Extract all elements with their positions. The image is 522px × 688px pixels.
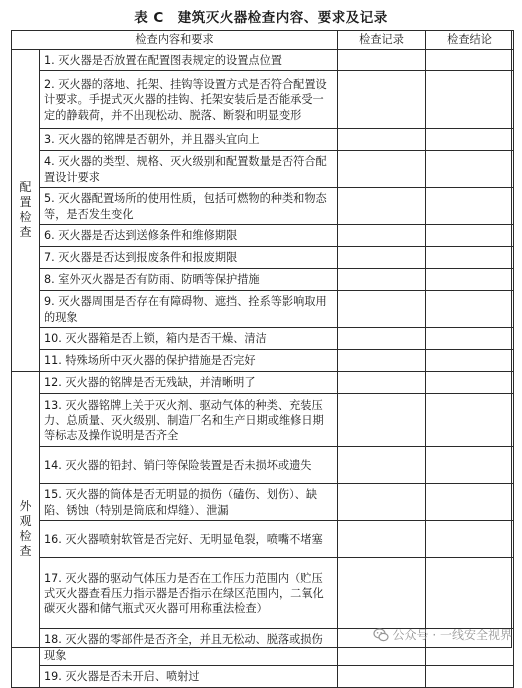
conclusion-cell[interactable] [426,151,514,188]
check-item: 12. 灭火器的铭牌是否无残缺，并清晰明了 [40,372,338,394]
check-item: 7. 灭火器是否达到报废条件和报废期限 [40,247,338,269]
record-cell[interactable] [338,247,426,269]
check-item: 5. 灭火器配置场所的使用性质，包括可燃物的种类和物态等，是否发生变化 [40,188,338,225]
record-cell[interactable] [338,558,426,629]
record-cell[interactable] [338,291,426,328]
table-row [12,558,514,629]
table-title: 表 C 建筑灭火器检查内容、要求及记录 [134,10,388,26]
conclusion-cell[interactable] [426,71,514,129]
table-row [12,394,514,447]
record-cell[interactable] [338,188,426,225]
check-item: 14. 灭火器的铅封、销闩等保险装置是否未损坏或遗失 [40,447,338,484]
table-row [12,447,514,484]
check-item: 2. 灭火器的落地、托架、挂钩等设置方式是否符合配置设计要求。手提式灭火器的挂钩、托架安装后是否能承受一定的静载荷，并不出现松动、脱落、断裂和明显变形 [40,71,338,129]
conclusion-cell[interactable] [426,558,514,629]
check-item: 4. 灭火器的类型、规格、灭火级别和配置数量是否符合配置设计要求 [40,151,338,188]
section-label [12,50,40,372]
record-cell[interactable] [338,394,426,447]
check-item: 19. 灭火器是否未开启、喷射过 [40,666,338,688]
table-row [12,521,514,558]
check-item: 1. 灭火器是否放置在配置图表规定的设置点位置 [40,50,338,71]
check-item: 16. 灭火器喷射软管是否完好、无明显龟裂，喷嘴不堵塞 [40,521,338,558]
check-item: 3. 灭火器的铭牌是否朝外，并且器头宜向上 [40,129,338,151]
section-label-text: 配置检查 [19,180,32,240]
check-item: 9. 灭火器周围是否存在有障碍物、遮挡、拴系等影响取用的现象 [40,291,338,328]
conclusion-cell[interactable] [426,372,514,394]
header-conclusion: 检查结论 [426,31,514,50]
watermark-text: 公众号 · 一线安全视界 [392,628,512,642]
record-cell[interactable] [338,521,426,558]
record-cell[interactable] [338,447,426,484]
record-cell[interactable] [338,151,426,188]
record-cell[interactable] [338,269,426,291]
conclusion-cell[interactable] [426,50,514,71]
check-item: 13. 灭火器铭牌上关于灭火剂、驱动气体的种类、充装压力、总质量、灭火级别、制造厂名和生产日期或维修日期等标志及操作说明是否齐全 [40,394,338,447]
record-cell[interactable] [338,50,426,71]
check-item: 17. 灭火器的驱动气体压力是否在工作压力范围内（贮压式灭火器查看压力指示器是否指示在绿区范围内，二氧化碳灭火器和储气瓶式灭火器可用称重法检查） [40,558,338,629]
conclusion-cell[interactable] [426,269,514,291]
table-row [12,269,514,291]
table-row [12,50,514,71]
record-cell[interactable] [338,484,426,521]
check-item: 18. 灭火器的零部件是否齐全，并且无松动、脱落或损伤现象 [40,629,338,666]
table-row [12,484,514,521]
record-cell[interactable] [338,372,426,394]
table-row [12,350,514,372]
table-row [12,247,514,269]
conclusion-cell[interactable] [426,129,514,151]
conclusion-cell[interactable] [426,247,514,269]
conclusion-cell[interactable] [426,291,514,328]
section-label-text: 外观检查 [19,499,32,559]
conclusion-cell[interactable] [426,328,514,350]
record-cell[interactable] [338,328,426,350]
conclusion-cell[interactable] [426,188,514,225]
conclusion-cell[interactable] [426,394,514,447]
table-row [12,291,514,328]
conclusion-cell[interactable] [426,225,514,247]
check-item: 11. 特殊场所中灭火器的保护措施是否完好 [40,350,338,372]
check-item: 15. 灭火器的筒体是否无明显的损伤（磕伤、划伤）、缺陷、锈蚀（特别是筒底和焊缝）、泄漏 [40,484,338,521]
conclusion-cell[interactable] [426,484,514,521]
record-cell[interactable] [338,350,426,372]
check-item: 10. 灭火器箱是否上锁，箱内是否干燥、清洁 [40,328,338,350]
section-label [12,372,40,688]
record-cell[interactable] [338,666,426,688]
header-content: 检查内容和要求 [12,31,338,50]
table-row [12,225,514,247]
table-row [12,666,514,688]
conclusion-cell[interactable] [426,666,514,688]
check-item: 8. 室外灭火器是否有防雨、防晒等保护措施 [40,269,338,291]
table-row [12,188,514,225]
table-row [12,71,514,129]
watermark [373,626,512,643]
inspection-table [11,30,514,688]
conclusion-cell[interactable] [426,447,514,484]
record-cell[interactable] [338,225,426,247]
header-row [12,31,514,50]
table-row [12,151,514,188]
table-row [12,372,514,394]
table-row [12,328,514,350]
conclusion-cell[interactable] [426,350,514,372]
conclusion-cell[interactable] [426,521,514,558]
header-record: 检查记录 [338,31,426,50]
table-row [12,129,514,151]
check-item: 6. 灭火器是否达到送修条件和维修期限 [40,225,338,247]
wechat-icon [373,627,389,643]
record-cell[interactable] [338,129,426,151]
record-cell[interactable] [338,71,426,129]
